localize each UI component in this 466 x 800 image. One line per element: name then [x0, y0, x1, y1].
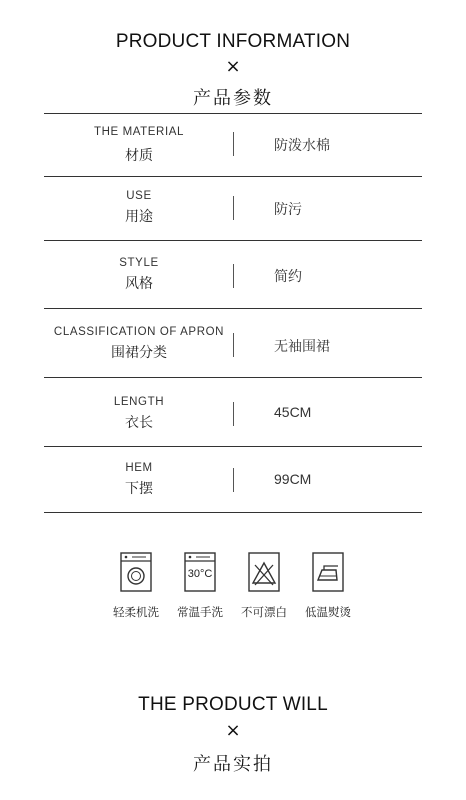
row-label-cn: 下摆: [125, 481, 153, 497]
section-title-en: PRODUCT INFORMATION: [115, 31, 351, 52]
row-label-cn: 用途: [125, 209, 153, 225]
table-divider: [44, 377, 422, 378]
wash-temperature-text: 30°C: [187, 568, 213, 580]
row-label-en: STYLE: [119, 257, 159, 269]
row-label-cn: 围裙分类: [111, 345, 167, 361]
row-label-en: HEM: [125, 462, 153, 474]
row-separator: [233, 264, 234, 288]
table-divider: [44, 240, 422, 241]
row-separator: [233, 402, 234, 426]
row-label-en: USE: [126, 190, 152, 202]
row-value: 防污: [274, 201, 302, 217]
row-label-en: LENGTH: [113, 396, 165, 408]
row-separator: [233, 333, 234, 357]
table-divider: [44, 512, 422, 513]
no-bleach-icon: [248, 552, 280, 592]
row-value: 99CM: [274, 471, 312, 487]
table-divider: [44, 113, 422, 114]
table-divider: [44, 308, 422, 309]
row-label-en: THE MATERIAL: [93, 126, 185, 138]
care-label: 不可漂白: [241, 605, 287, 619]
table-divider: [44, 176, 422, 177]
section-title-cn: 产品实拍: [193, 754, 273, 775]
row-value: 无袖围裙: [274, 338, 330, 354]
row-label-cn: 风格: [125, 276, 153, 292]
row-value: 45CM: [274, 404, 312, 420]
row-separator: [233, 132, 234, 156]
row-label-cn: 材质: [125, 148, 153, 164]
row-label-en: CLASSIFICATION OF APRON: [53, 326, 225, 338]
row-separator: [233, 468, 234, 492]
row-separator: [233, 196, 234, 220]
care-label: 轻柔机洗: [113, 605, 159, 619]
row-label-cn: 衣长: [125, 415, 153, 431]
title-separator: ×: [225, 56, 241, 77]
section-title-cn: 产品参数: [193, 88, 273, 109]
care-label: 常温手洗: [177, 605, 223, 619]
washing-machine-icon: [120, 552, 152, 592]
table-divider: [44, 446, 422, 447]
row-value: 简约: [274, 268, 302, 284]
iron-low-icon: [312, 552, 344, 592]
title-separator: ×: [225, 720, 241, 741]
row-value: 防泼水棉: [274, 137, 330, 153]
care-label: 低温熨烫: [305, 605, 351, 619]
section-title-en: THE PRODUCT WILL: [138, 694, 328, 715]
